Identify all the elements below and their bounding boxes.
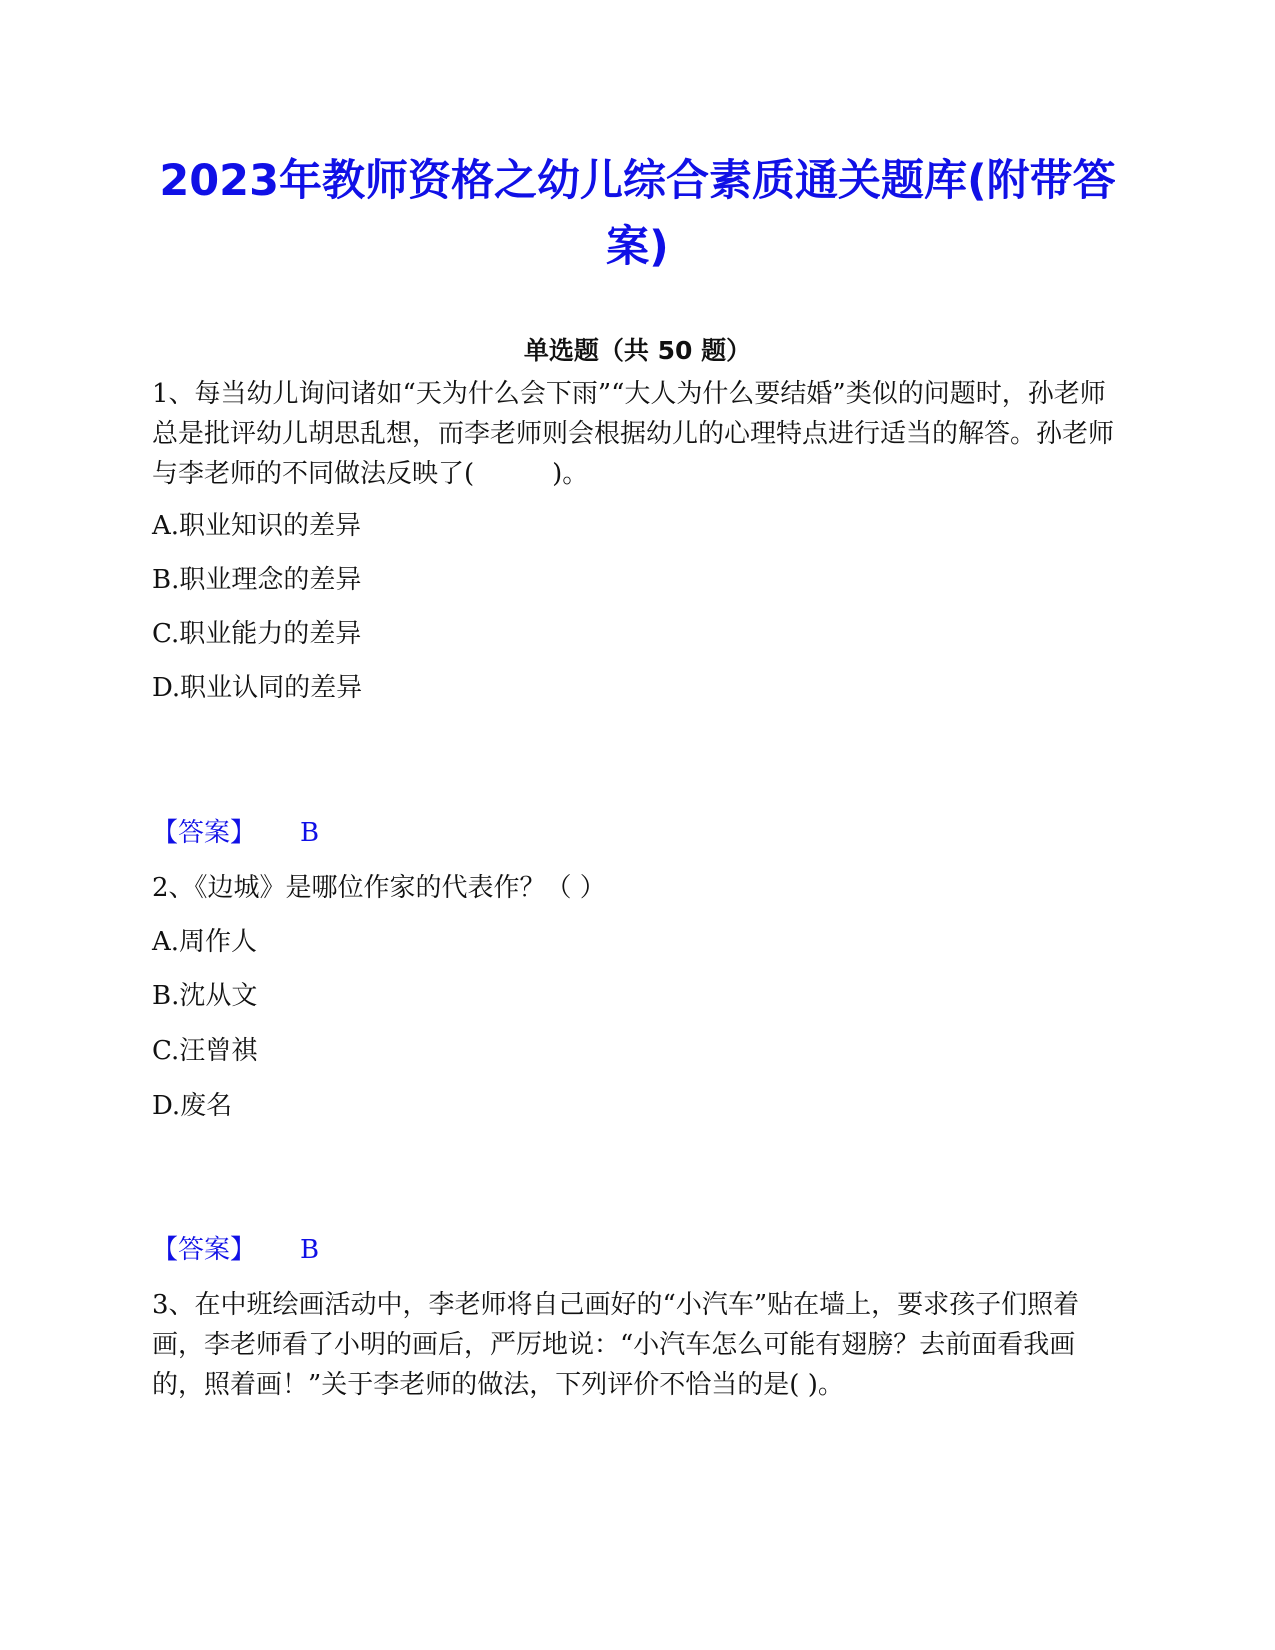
question-1-answer (152, 815, 319, 851)
document-title: 2023年教师资格之幼儿综合素质通关题库(附带答案) (159, 156, 1116, 272)
question-2-option-d: D.废名 (152, 1091, 233, 1121)
answer-label: 【答案】 (152, 1235, 257, 1265)
answer-value: B (300, 1235, 320, 1265)
question-3-stem: 3、在中班绘画活动中，李老师将自己画好的“小汽车”贴在墙上，要求孩子们照着画，李老师看了小明的画后，严厉地说：“小汽车怎么可能有翅膀？去前面看我画的，照着画！”关于李老师的做法，下列评价不恰当的是( )。 (152, 1290, 1080, 1400)
question-2-answer (152, 1232, 319, 1268)
question-2-stem: 2、《边城》是哪位作家的代表作？（ ） (152, 873, 606, 903)
question-2-option-a: A.周作人 (152, 927, 258, 957)
answer-value: B (300, 818, 320, 848)
question-1-stem: 1、每当幼儿询问诸如“天为什么会下雨”“大人为什么要结婚”类似的问题时，孙老师总是批评幼儿胡思乱想，而李老师则会根据幼儿的心理特点进行适当的解答。孙老师与李老师的不同做法反映了( )。 (152, 379, 1115, 489)
question-2-option-b: B.沈从文 (152, 981, 258, 1011)
answer-label: 【答案】 (152, 818, 257, 848)
question-1-option-d: D.职业认同的差异 (152, 673, 363, 703)
question-1-option-c: C.职业能力的差异 (152, 619, 362, 649)
question-1-option-b: B.职业理念的差异 (152, 565, 362, 595)
question-1-option-a: A.职业知识的差异 (152, 511, 362, 541)
section-heading: 单选题（共 50 题） (523, 336, 752, 365)
question-2-option-c: C.汪曾祺 (152, 1036, 258, 1066)
